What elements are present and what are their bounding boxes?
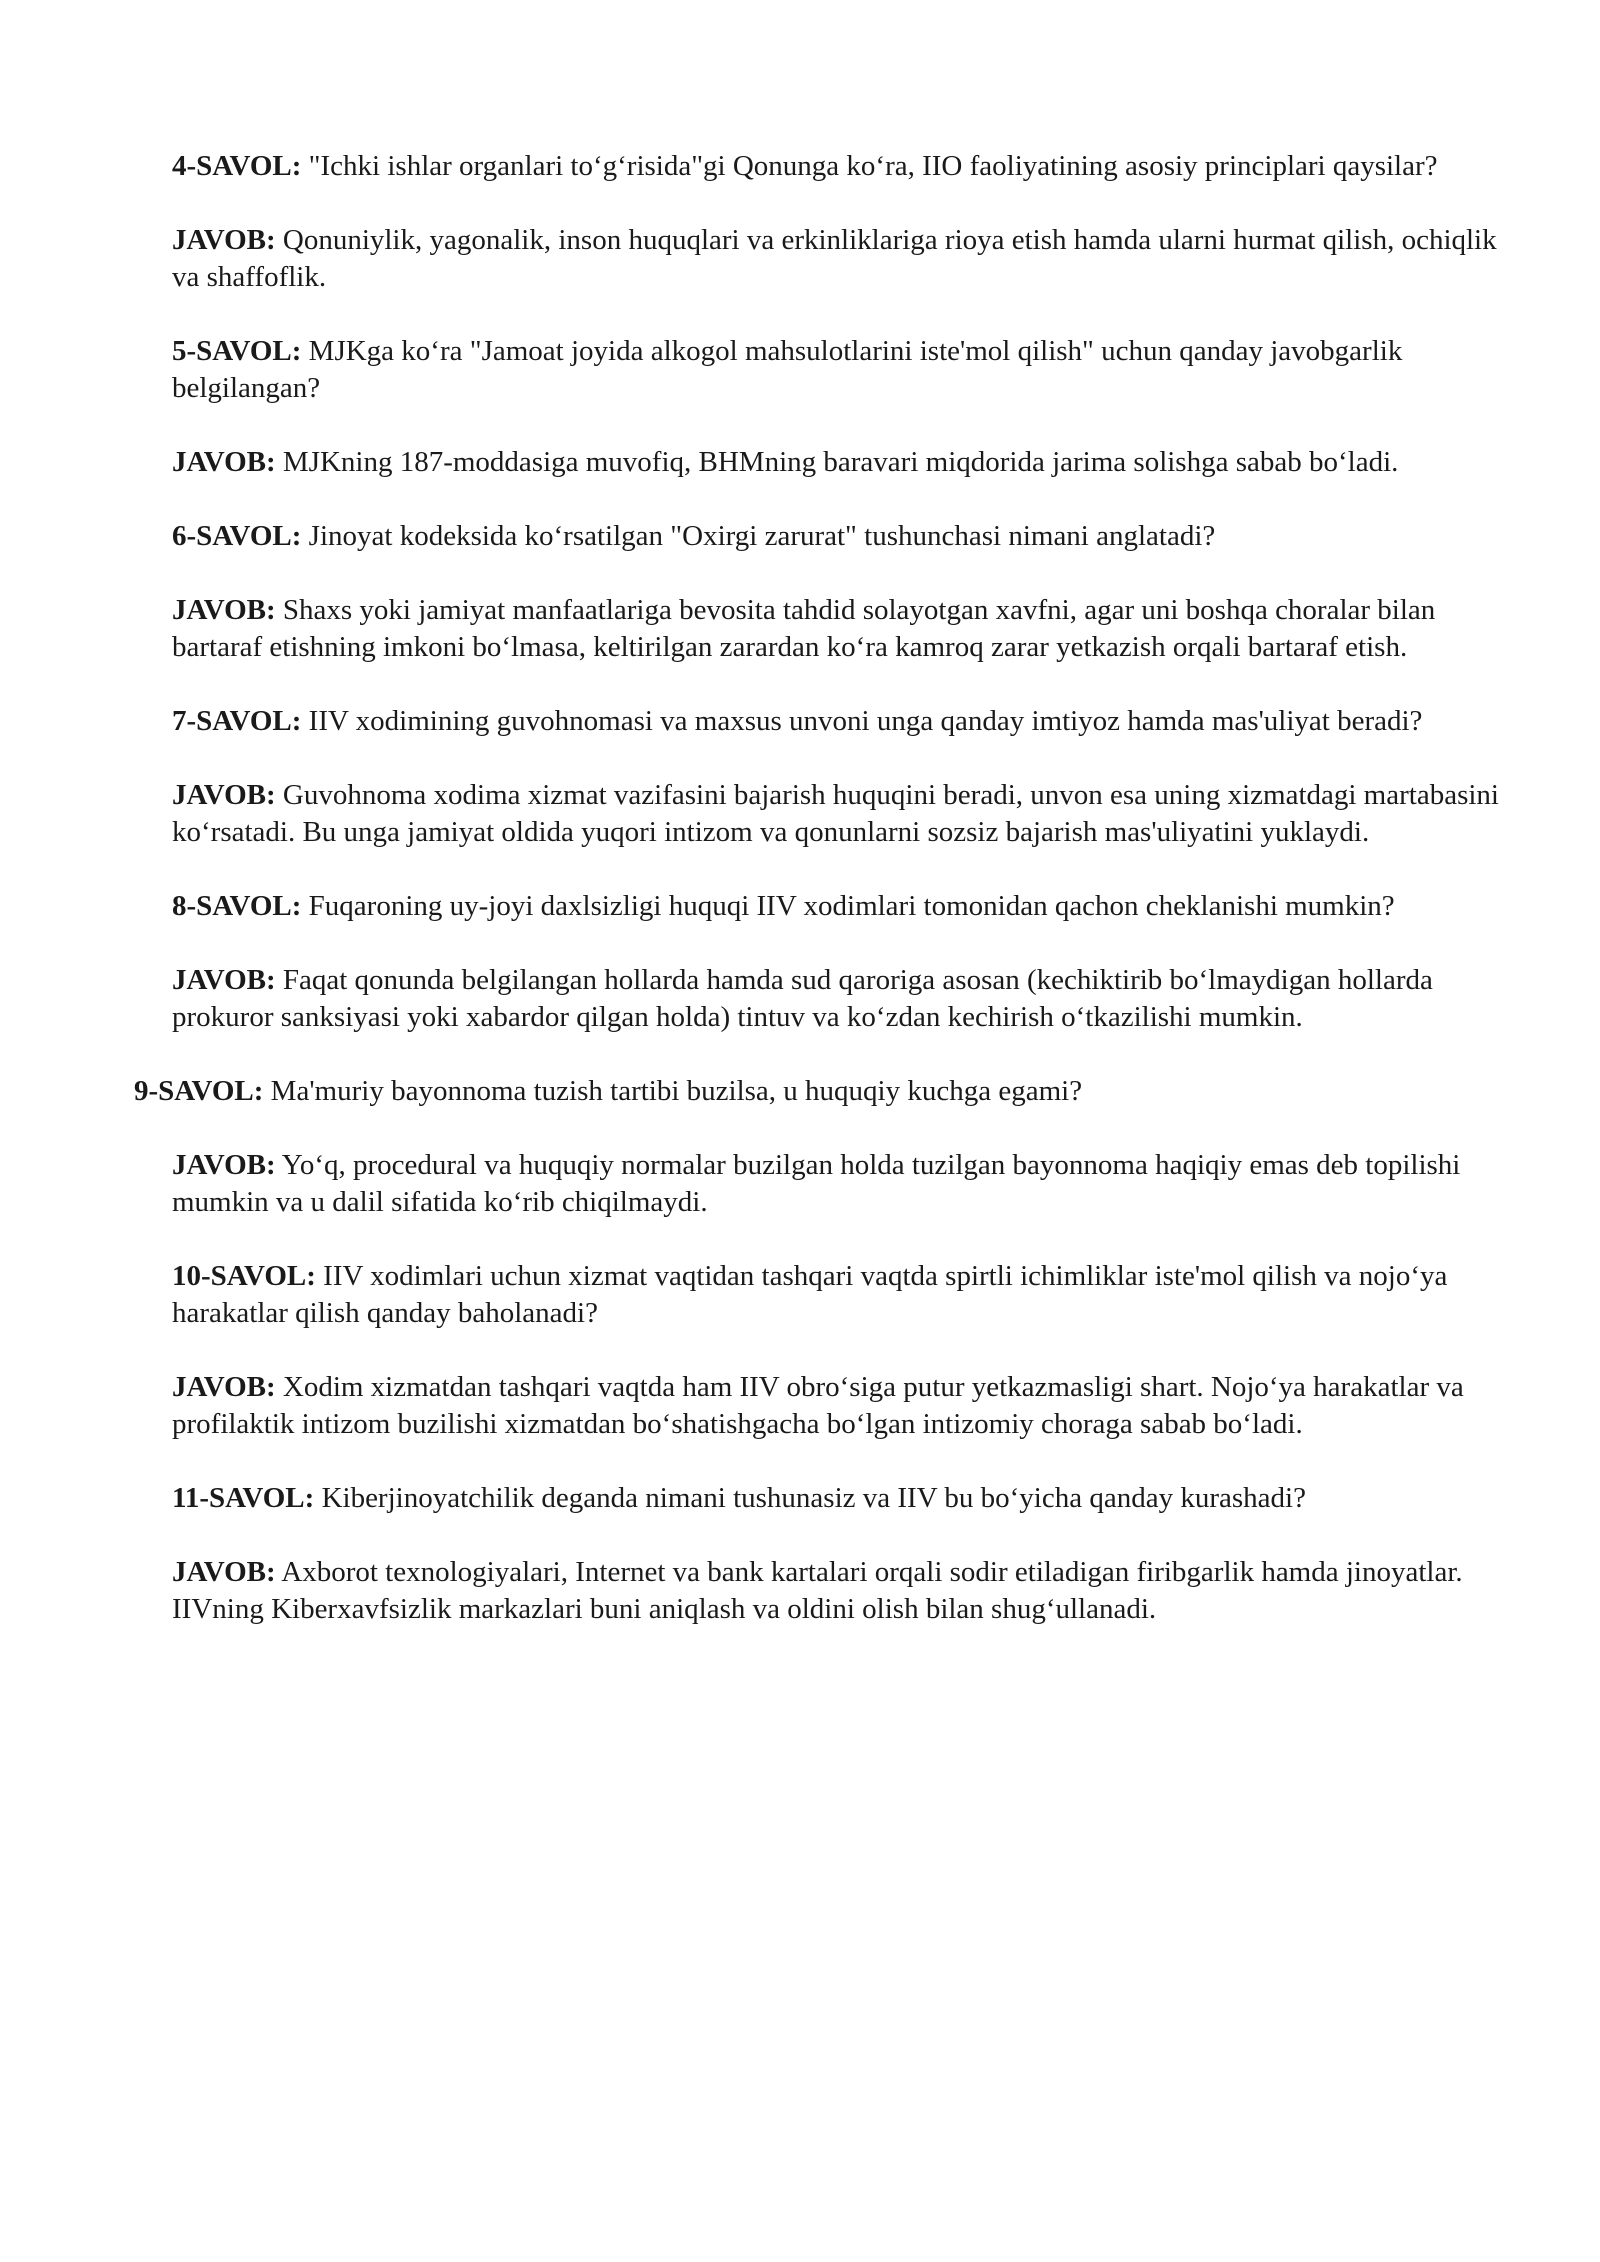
document-body: [134, 148, 1512, 1665]
answer-6: [172, 592, 1512, 666]
answer-label: JAVOB:: [172, 1371, 276, 1403]
question-9: [134, 1073, 1512, 1110]
question-text: MJKga ko‘ra "Jamoat joyida alkogol mahsulotlarini iste'mol qilish" uchun qanday javobgarlik belgilangan?: [172, 335, 1403, 404]
answer-text: Guvohnoma xodima xizmat vazifasini bajarish huquqini beradi, unvon esa uning xizmatdagi martabasini ko‘rsatadi. Bu unga jamiyat oldida yuqori intizom va qonunlarni sozsiz bajarish mas'uliyatini yuklaydi.: [172, 779, 1499, 848]
answer-9: [172, 1147, 1512, 1221]
answer-text: Qonuniylik, yagonalik, inson huquqlari va erkinliklariga rioya etish hamda ularni hurmat qilish, ochiqlik va shaffoflik.: [172, 224, 1497, 293]
answer-text: Faqat qonunda belgilangan hollarda hamda sud qaroriga asosan (kechiktirib bo‘lmaydigan hollarda prokuror sanksiyasi yoki xabardor qilgan holda) tintuv va ko‘zdan kechirish o‘tkazilishi mumkin.: [172, 964, 1433, 1033]
question-label: 5-SAVOL:: [172, 335, 302, 367]
question-text: IIV xodimining guvohnomasi va maxsus unvoni unga qanday imtiyoz hamda mas'uliyat beradi?: [301, 705, 1423, 737]
question-text: Ma'muriy bayonnoma tuzish tartibi buzilsa, u huquqiy kuchga egami?: [263, 1075, 1083, 1107]
question-7: [172, 703, 1512, 740]
answer-text: Shaxs yoki jamiyat manfaatlariga bevosita tahdid solayotgan xavfni, agar uni boshqa choralar bilan bartaraf etishning imkoni bo‘lmasa, keltirilgan zarardan ko‘ra kamroq zarar yetkazish orqali bartaraf etish.: [172, 594, 1436, 663]
answer-5: [172, 444, 1512, 481]
answer-label: JAVOB:: [172, 964, 276, 996]
answer-text: Axborot texnologiyalari, Internet va bank kartalari orqali sodir etiladigan firibgarlik hamda jinoyatlar. IIVning Kiberxavfsizlik markazlari buni aniqlash va oldini olish bilan shug‘ullanadi.: [172, 1556, 1463, 1625]
question-label: 9-SAVOL:: [134, 1075, 264, 1107]
question-11: [172, 1480, 1512, 1517]
question-label: 10-SAVOL:: [172, 1260, 316, 1292]
question-text: "Ichki ishlar organlari to‘g‘risida"gi Qonunga ko‘ra, IIO faoliyatining asosiy principlari qaysilar?: [301, 150, 1438, 182]
answer-label: JAVOB:: [172, 1556, 276, 1588]
question-label: 8-SAVOL:: [172, 890, 302, 922]
answer-4: [172, 222, 1512, 296]
answer-text: Yo‘q, procedural va huquqiy normalar buzilgan holda tuzilgan bayonnoma haqiqiy emas deb topilishi mumkin va u dalil sifatida ko‘rib chiqilmaydi.: [172, 1149, 1461, 1218]
answer-11: [172, 1554, 1512, 1628]
question-label: 7-SAVOL:: [172, 705, 302, 737]
answer-label: JAVOB:: [172, 446, 276, 478]
question-text: Jinoyat kodeksida ko‘rsatilgan "Oxirgi zarurat" tushunchasi nimani anglatadi?: [301, 520, 1216, 552]
answer-7: [172, 777, 1512, 851]
question-text: Kiberjinoyatchilik deganda nimani tushunasiz va IIV bu bo‘yicha qanday kurashadi?: [314, 1482, 1306, 1514]
answer-8: [172, 962, 1512, 1036]
question-8: [172, 888, 1512, 925]
answer-label: JAVOB:: [172, 1149, 276, 1181]
answer-label: JAVOB:: [172, 594, 276, 626]
question-text: IIV xodimlari uchun xizmat vaqtidan tashqari vaqtda spirtli ichimliklar iste'mol qilish va nojo‘ya harakatlar qilish qanday baholanadi?: [172, 1260, 1448, 1329]
answer-text: MJKning 187-moddasiga muvofiq, BHMning baravari miqdorida jarima solishga sabab bo‘ladi.: [275, 446, 1399, 478]
question-label: 6-SAVOL:: [172, 520, 302, 552]
answer-label: JAVOB:: [172, 779, 276, 811]
question-4: [172, 148, 1512, 185]
answer-text: Xodim xizmatdan tashqari vaqtda ham IIV obro‘siga putur yetkazmasligi shart. Nojo‘ya harakatlar va profilaktik intizom buzilishi xizmatdan bo‘shatishgacha bo‘lgan intizomiy choraga sabab bo‘ladi.: [172, 1371, 1464, 1440]
question-text: Fuqaroning uy-joyi daxlsizligi huquqi IIV xodimlari tomonidan qachon cheklanishi mumkin?: [301, 890, 1395, 922]
answer-label: JAVOB:: [172, 224, 276, 256]
question-label: 11-SAVOL:: [172, 1482, 315, 1514]
question-5: [172, 333, 1512, 407]
question-6: [172, 518, 1512, 555]
answer-10: [172, 1369, 1512, 1443]
question-10: [172, 1258, 1512, 1332]
question-label: 4-SAVOL:: [172, 150, 302, 182]
